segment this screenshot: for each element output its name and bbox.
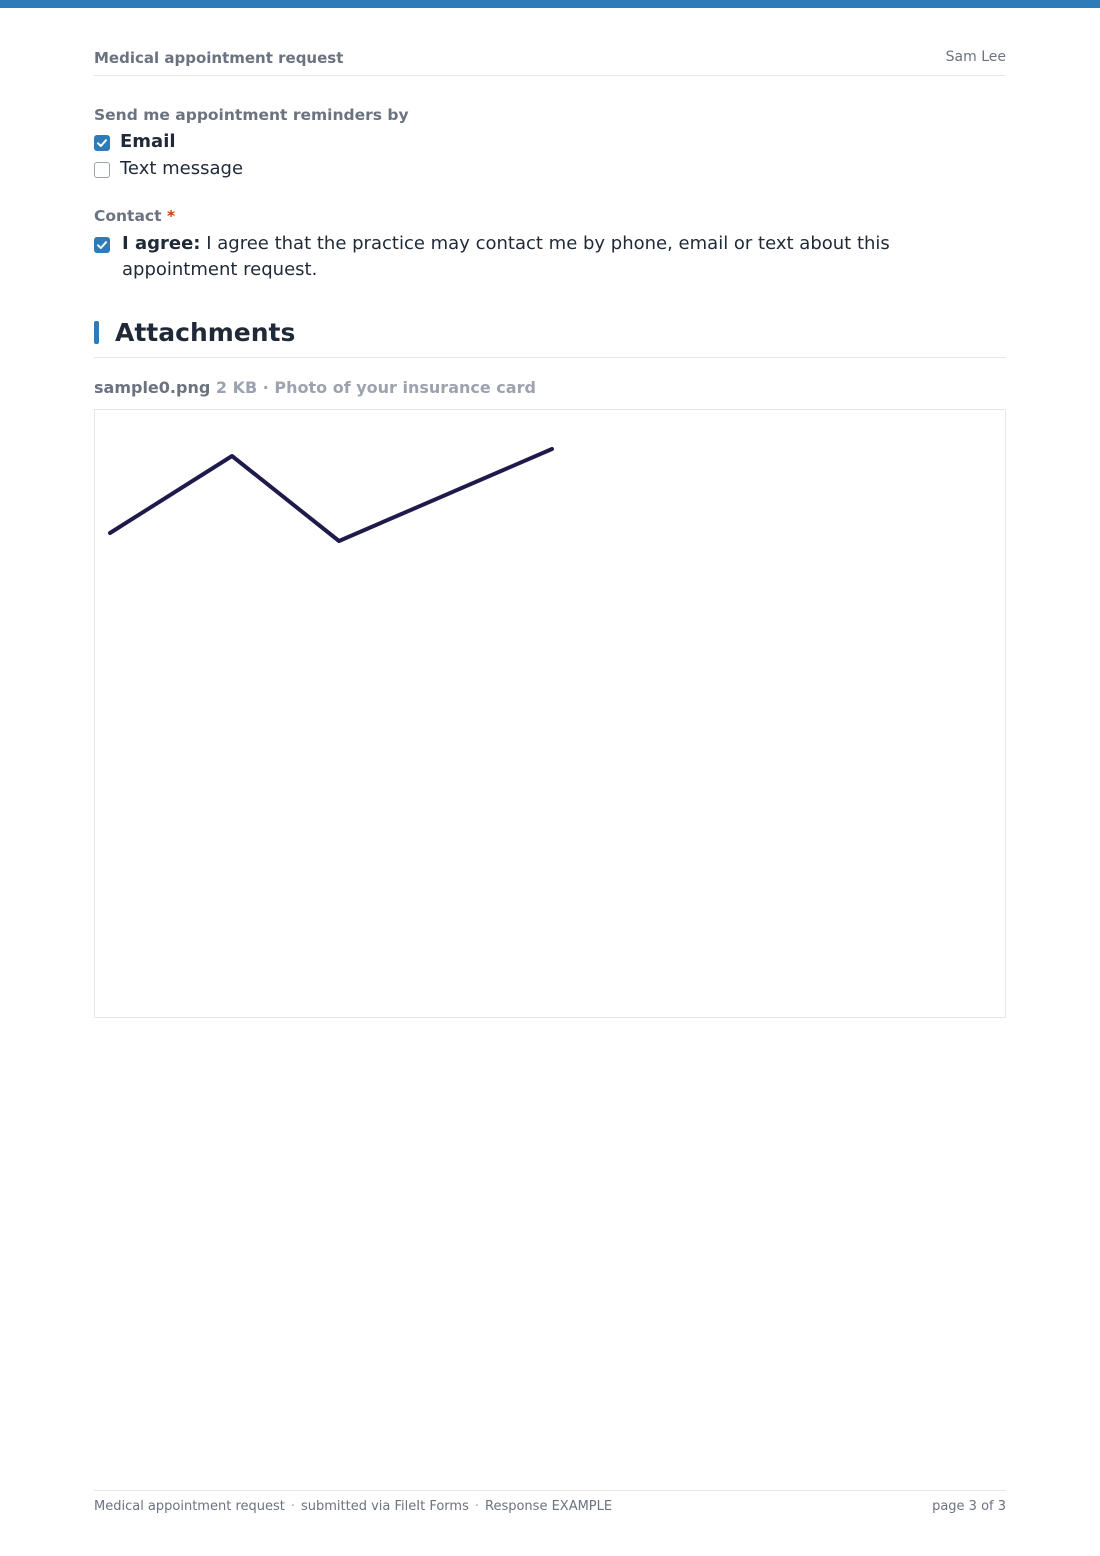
page-footer (94, 1490, 1006, 1521)
form-title: Medical appointment request (94, 49, 344, 67)
footer-info (94, 1499, 612, 1514)
footer-form-name: Medical appointment request (94, 1499, 285, 1514)
reminders-label: Send me appointment reminders by (94, 106, 409, 124)
attachment-caption (94, 378, 536, 397)
drawn-stroke (110, 449, 552, 541)
heading-accent-bar (94, 321, 99, 344)
footer-submitted-via: submitted via FileIt Forms (301, 1499, 469, 1514)
user-name: Sam Lee (945, 49, 1006, 65)
checkbox-unchecked-icon[interactable] (94, 162, 110, 178)
agree-label: I agree: (122, 233, 201, 254)
attachment-file-meta: 2 KB · Photo of your insurance card (215, 378, 536, 397)
attachments-section-heading (94, 318, 1006, 358)
checkbox-checked-icon[interactable] (94, 135, 110, 151)
contact-label (94, 207, 175, 225)
footer-separator: · (290, 1499, 295, 1514)
page-header (94, 48, 1006, 76)
page-number: page 3 of 3 (932, 1499, 1006, 1514)
attachment-drawing (95, 410, 1005, 1017)
attachment-image (94, 409, 1006, 1018)
checkbox-checked-icon[interactable] (94, 237, 110, 253)
agree-text: I agree that the practice may contact me by phone, email or text about this appointment request. (122, 233, 890, 280)
contact-label-text: Contact (94, 207, 162, 225)
consent-text (122, 231, 982, 283)
attachment-file-name: sample0.png (94, 378, 211, 397)
attachments-heading: Attachments (115, 318, 296, 347)
top-accent-bar (0, 0, 1100, 8)
footer-response: Response EXAMPLE (485, 1499, 613, 1514)
footer-separator: · (474, 1499, 479, 1514)
reminder-option-label: Text message (120, 158, 244, 179)
required-marker: * (166, 207, 176, 225)
reminder-option-label: Email (120, 131, 176, 152)
